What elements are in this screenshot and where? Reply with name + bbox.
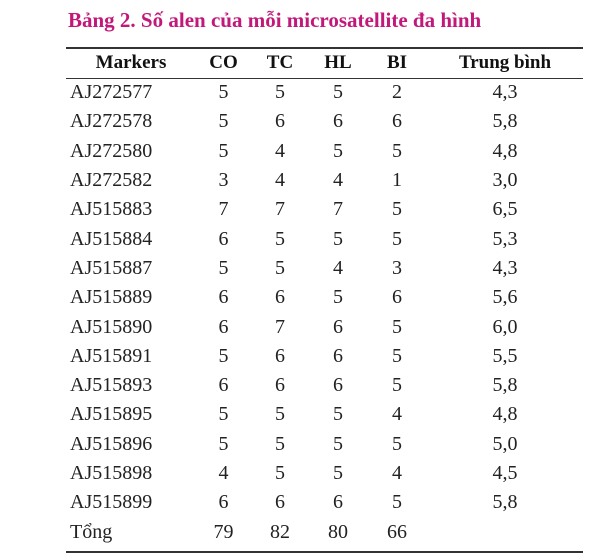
cell-bi: 2	[392, 81, 402, 104]
cell-marker: AJ515889	[70, 286, 153, 309]
cell-average: 4,3	[492, 256, 518, 279]
cell-average: 6,5	[492, 198, 518, 221]
cell-marker: AJ272580	[70, 139, 153, 162]
cell-bi: 5	[392, 139, 402, 162]
cell-tc: 6	[275, 286, 285, 309]
table-row	[66, 459, 583, 488]
header-bi: BI	[386, 52, 408, 73]
table-row	[66, 283, 583, 312]
cell-hl: 6	[333, 344, 343, 367]
cell-bi: 5	[392, 198, 402, 221]
header-tc: TC	[266, 52, 294, 73]
header-average: Trung bình	[458, 52, 552, 73]
cell-marker: AJ515891	[70, 344, 153, 367]
cell-bi: 6	[392, 286, 402, 309]
total-tc: 82	[270, 520, 290, 543]
table-row	[66, 400, 583, 429]
header-markers: Markers	[95, 52, 167, 73]
table-row	[66, 312, 583, 341]
cell-marker: AJ272577	[70, 81, 153, 104]
table-row	[66, 107, 583, 136]
cell-hl: 4	[333, 169, 343, 192]
cell-hl: 7	[333, 198, 343, 221]
cell-average: 5,8	[492, 491, 518, 514]
cell-bi: 1	[392, 169, 402, 192]
cell-co: 5	[218, 344, 229, 367]
cell-average: 5,3	[492, 227, 518, 250]
table-row	[66, 371, 583, 400]
cell-hl: 6	[333, 491, 343, 514]
total-bi: 66	[387, 520, 407, 543]
cell-marker: AJ515884	[70, 227, 153, 250]
header-co: CO	[209, 52, 238, 73]
cell-average: 5,5	[492, 344, 518, 367]
cell-hl: 5	[333, 227, 343, 250]
cell-tc: 5	[275, 403, 285, 426]
cell-marker: AJ515893	[70, 374, 153, 397]
cell-average: 6,0	[492, 315, 518, 338]
cell-co: 6	[218, 315, 229, 338]
total-average	[427, 517, 583, 546]
cell-co: 5	[218, 110, 229, 133]
table-row	[66, 342, 583, 371]
table-row	[66, 224, 583, 253]
cell-average: 4,8	[492, 403, 518, 426]
cell-marker: AJ515883	[70, 198, 153, 221]
cell-tc: 5	[275, 432, 285, 455]
total-co: 79	[213, 520, 234, 543]
table-body	[66, 78, 583, 547]
cell-tc: 7	[275, 198, 285, 221]
cell-average: 5,8	[492, 110, 518, 133]
table-row	[66, 166, 583, 195]
cell-co: 5	[218, 403, 229, 426]
table-row	[66, 254, 583, 283]
cell-marker: AJ515898	[70, 462, 153, 484]
cell-hl: 5	[333, 139, 343, 162]
cell-marker: AJ272582	[70, 169, 153, 192]
cell-co: 6	[218, 227, 229, 250]
cell-tc: 5	[275, 256, 285, 279]
cell-average: 5,6	[492, 286, 518, 309]
cell-co: 5	[218, 256, 229, 279]
cell-co: 7	[218, 198, 229, 221]
table-row	[66, 430, 583, 459]
cell-hl: 5	[333, 432, 343, 455]
cell-marker: AJ272578	[70, 110, 153, 133]
cell-hl: 4	[333, 256, 343, 279]
cell-average: 3,0	[492, 169, 518, 192]
cell-tc: 4	[275, 139, 285, 162]
cell-hl: 6	[333, 110, 343, 133]
cell-marker: AJ515899	[70, 491, 153, 514]
cell-hl: 6	[333, 374, 343, 397]
cell-marker: AJ515895	[70, 403, 153, 426]
total-row	[66, 517, 583, 546]
cell-bi: 5	[392, 432, 402, 455]
header-hl: HL	[324, 52, 352, 73]
cell-bi: 5	[392, 344, 402, 367]
total-label: Tổng	[70, 520, 113, 543]
header-row	[66, 48, 583, 78]
cell-co: 4	[218, 462, 229, 484]
cell-marker: AJ515887	[70, 256, 153, 279]
cell-average: 5,8	[492, 374, 518, 397]
cell-tc: 4	[275, 169, 285, 192]
cell-hl: 5	[333, 286, 343, 309]
cell-hl: 5	[333, 81, 343, 104]
cell-bi: 4	[392, 462, 402, 484]
cell-average: 4,3	[492, 81, 518, 104]
cell-co: 6	[218, 286, 229, 309]
cell-average: 5,0	[492, 432, 518, 455]
cell-bi: 5	[392, 315, 402, 338]
cell-bi: 3	[392, 256, 402, 279]
cell-tc: 6	[275, 491, 285, 514]
cell-tc: 7	[275, 315, 285, 338]
table-row	[66, 488, 583, 517]
cell-average: 4,8	[492, 139, 518, 162]
table-row	[66, 137, 583, 166]
cell-bi: 5	[392, 491, 402, 514]
cell-tc: 6	[275, 374, 285, 397]
allele-table	[66, 48, 583, 547]
table-row	[66, 78, 583, 107]
table-row	[66, 195, 583, 224]
cell-tc: 5	[275, 227, 285, 250]
cell-bi: 4	[392, 403, 402, 426]
cell-co: 5	[218, 139, 229, 162]
cell-bi: 5	[392, 374, 402, 397]
cell-bi: 6	[392, 110, 402, 133]
cell-co: 5	[218, 432, 229, 455]
cell-hl: 6	[333, 315, 343, 338]
cell-average: 4,5	[492, 462, 518, 484]
cell-co: 6	[218, 374, 229, 397]
cell-tc: 5	[275, 81, 285, 104]
cell-tc: 6	[275, 344, 285, 367]
cell-hl: 5	[333, 403, 343, 426]
cell-hl: 5	[333, 462, 343, 484]
cell-marker: AJ515896	[70, 432, 153, 455]
cell-tc: 5	[275, 462, 285, 484]
total-hl: 80	[328, 520, 348, 543]
table-caption: Bảng 2. Số alen của mỗi microsatellite đa hình	[68, 8, 482, 32]
cell-tc: 6	[275, 110, 285, 133]
cell-co: 3	[218, 169, 229, 192]
cell-bi: 5	[392, 227, 402, 250]
cell-co: 6	[218, 491, 229, 514]
cell-marker: AJ515890	[70, 315, 153, 338]
table-bottom-rule	[66, 551, 583, 553]
cell-co: 5	[218, 81, 229, 104]
